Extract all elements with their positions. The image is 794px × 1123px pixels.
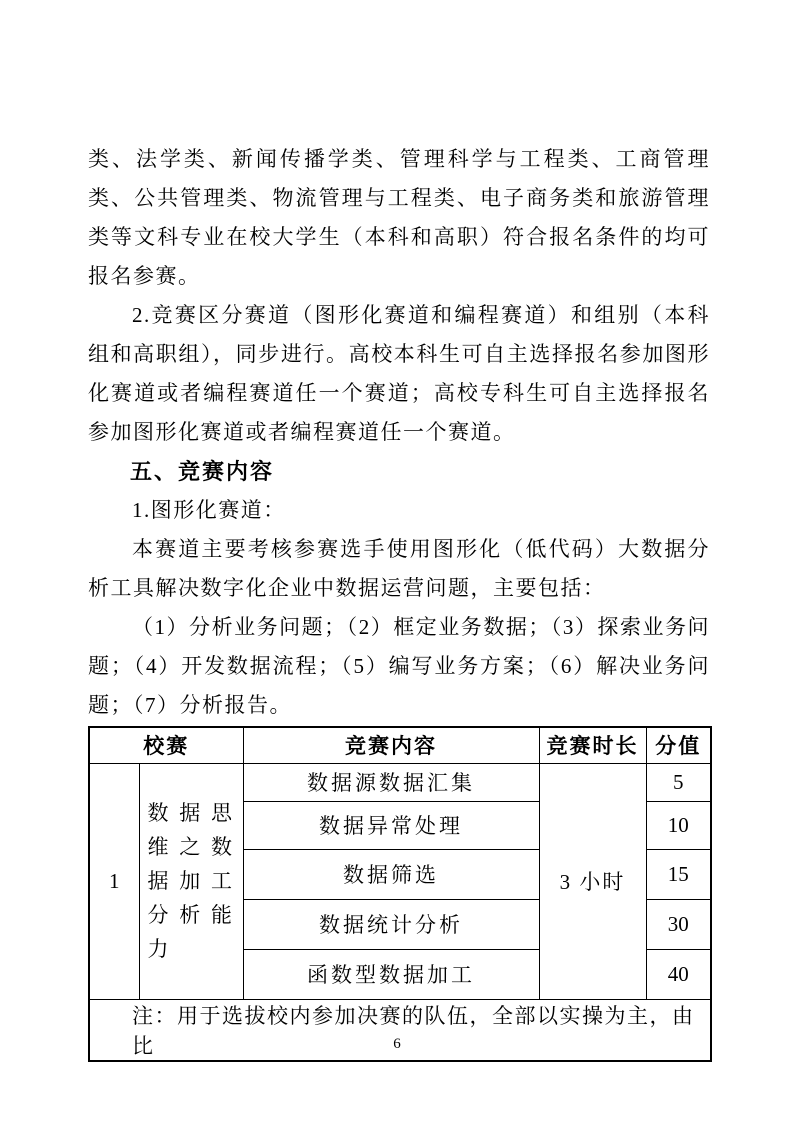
task-cell: 数据源数据汇集 bbox=[243, 763, 539, 801]
header-competition-content: 竞赛内容 bbox=[243, 727, 539, 763]
header-school-round: 校赛 bbox=[89, 727, 243, 763]
paragraph-track-description: 本赛道主要考核参赛选手使用图形化（低代码）大数据分析工具解决数字化企业中数据运营问题，主要包括： bbox=[88, 537, 710, 600]
score-cell: 10 bbox=[646, 801, 711, 849]
task-cell: 数据筛选 bbox=[243, 849, 539, 899]
table-header-row bbox=[89, 727, 711, 763]
task-cell: 函数型数据加工 bbox=[243, 949, 539, 999]
page-number: 6 bbox=[393, 1036, 401, 1052]
competition-score-table bbox=[88, 726, 712, 1062]
score-cell: 5 bbox=[646, 763, 711, 801]
score-cell: 15 bbox=[646, 849, 711, 899]
ability-name-cell: 数据思维之数据加工分析能力 bbox=[139, 763, 243, 999]
header-score: 分值 bbox=[646, 727, 711, 763]
paragraph-task-items: （1）分析业务问题；（2）框定业务数据；（3）探索业务问题；（4）开发数据流程；（5）编写业务方案；（6）解决业务问题；（7）分析报告。 bbox=[88, 615, 710, 717]
subsection-heading-graphical-track: 1.图形化赛道： bbox=[132, 498, 286, 522]
score-cell: 30 bbox=[646, 899, 711, 949]
score-cell: 40 bbox=[646, 949, 711, 999]
table-row bbox=[89, 763, 711, 801]
task-cell: 数据异常处理 bbox=[243, 801, 539, 849]
duration-cell: 3 小时 bbox=[539, 763, 646, 999]
document-body bbox=[88, 140, 710, 1062]
group-number-cell: 1 bbox=[89, 763, 139, 999]
paragraph-track-and-group-rules: 2.竞赛区分赛道（图形化赛道和编程赛道）和组别（本科组和高职组），同步进行。高校本科生可自主选择报名参加图形化赛道或者编程赛道任一个赛道；高校专科生可自主选择报名参加图形化赛道或者编程赛道任一个赛道。 bbox=[88, 303, 710, 444]
task-cell: 数据统计分析 bbox=[243, 899, 539, 949]
section-heading-competition-content: 五、竞赛内容 bbox=[130, 459, 275, 484]
table-note-cell: 注：用于选拔校内参加决赛的队伍，全部以实操为主，由比 bbox=[89, 999, 711, 1061]
paragraph-eligible-majors-continuation: 类、法学类、新闻传播学类、管理科学与工程类、工商管理类、公共管理类、物流管理与工程类、电子商务类和旅游管理类等文科专业在校大学生（本科和高职）符合报名条件的均可报名参赛。 bbox=[88, 147, 710, 288]
header-competition-duration: 竞赛时长 bbox=[539, 727, 646, 763]
